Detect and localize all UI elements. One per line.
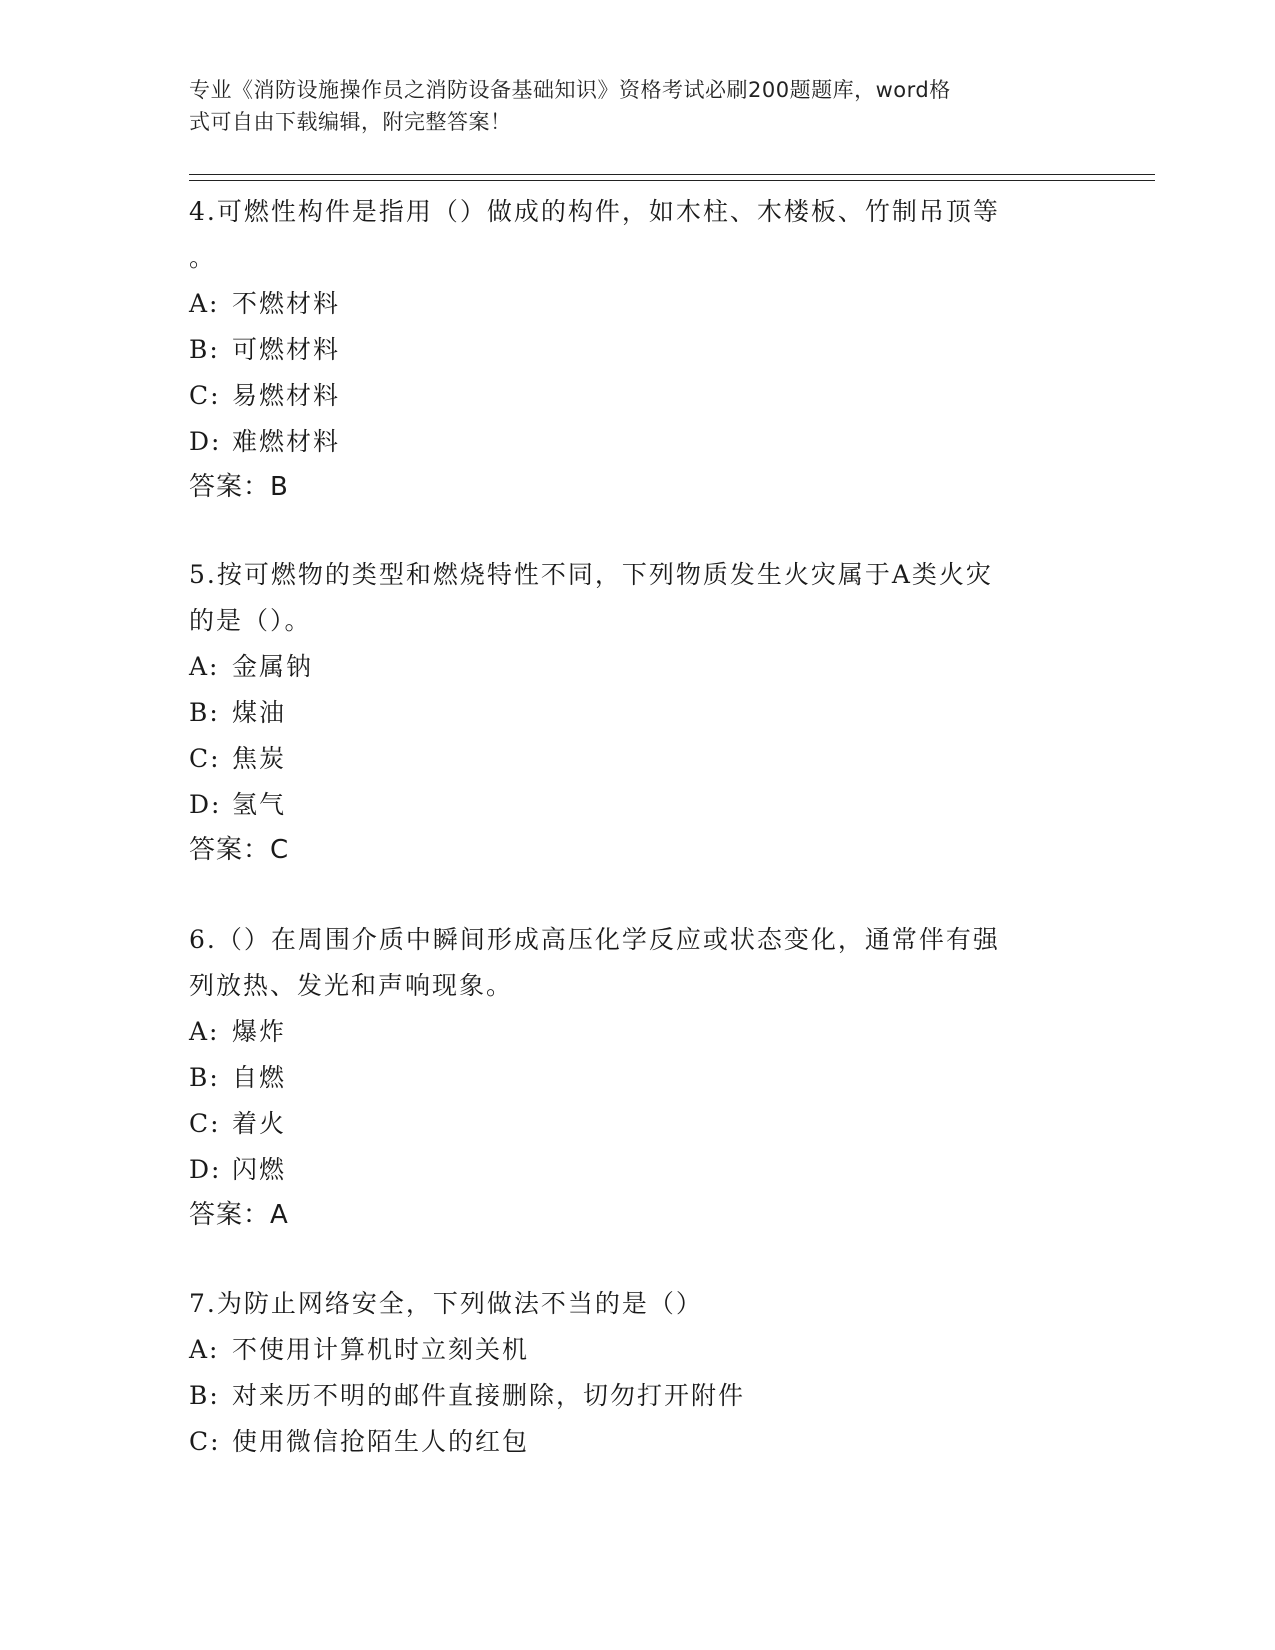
option-text: 金属钠 <box>232 652 314 681</box>
option-key: C: <box>189 381 221 410</box>
option-a <box>189 1327 1069 1373</box>
option-text: 爆炸 <box>232 1017 287 1046</box>
option-key: C: <box>189 744 221 773</box>
option-text: 对来历不明的邮件直接删除，切勿打开附件 <box>232 1381 746 1410</box>
option-text: 着火 <box>232 1109 287 1138</box>
header-line-2: 式可自由下载编辑，附完整答案！ <box>189 110 512 134</box>
option-key: B: <box>189 1063 220 1092</box>
option-a <box>189 281 1069 327</box>
option-c <box>189 736 1069 782</box>
question-stem: 4.可燃性构件是指用（）做成的构件，如木柱、木楼板、竹制吊顶等 <box>189 197 1000 226</box>
question-7 <box>189 1281 1069 1465</box>
option-a <box>189 1009 1069 1055</box>
option-text: 难燃材料 <box>232 427 341 456</box>
option-key: D: <box>189 427 222 456</box>
option-key: A: <box>189 289 220 318</box>
option-text: 不使用计算机时立刻关机 <box>232 1335 530 1364</box>
question-stem-continued: 列放热、发光和声响现象。 <box>189 971 514 1000</box>
question-stem: 6.（）在周围介质中瞬间形成高压化学反应或状态变化，通常伴有强 <box>189 925 1000 954</box>
option-a <box>189 644 1069 690</box>
answer: 答案：B <box>189 472 289 502</box>
option-b <box>189 690 1069 736</box>
option-text: 煤油 <box>232 698 287 727</box>
question-stem-continued: 。 <box>189 243 217 272</box>
option-key: D: <box>189 1155 222 1184</box>
question-6 <box>189 917 1069 1237</box>
option-key: C: <box>189 1427 221 1456</box>
header-line-1: 专业《消防设施操作员之消防设备基础知识》资格考试必刷200题题库，word格 <box>189 78 951 102</box>
option-key: A: <box>189 1017 220 1046</box>
option-text: 易燃材料 <box>232 381 341 410</box>
option-text: 自燃 <box>232 1063 287 1092</box>
header-divider-bottom <box>189 180 1155 181</box>
option-text: 不燃材料 <box>232 289 341 318</box>
answer: 答案：A <box>189 1200 289 1230</box>
header-divider-top <box>189 174 1155 175</box>
option-b <box>189 1373 1069 1419</box>
option-key: B: <box>189 698 220 727</box>
option-key: C: <box>189 1109 221 1138</box>
option-d <box>189 782 1069 828</box>
document-header <box>189 74 1069 138</box>
option-key: D: <box>189 790 222 819</box>
question-stem-continued: 的是（）。 <box>189 606 312 635</box>
option-c <box>189 1419 1069 1465</box>
question-stem: 5.按可燃物的类型和燃烧特性不同，下列物质发生火灾属于A类火灾 <box>189 560 993 589</box>
option-c <box>189 1101 1069 1147</box>
option-d <box>189 1147 1069 1193</box>
option-d <box>189 419 1069 465</box>
option-text: 焦炭 <box>232 744 287 773</box>
option-text: 闪燃 <box>232 1155 287 1184</box>
option-b <box>189 327 1069 373</box>
option-key: A: <box>189 1335 220 1364</box>
option-text: 可燃材料 <box>232 335 341 364</box>
option-b <box>189 1055 1069 1101</box>
option-key: B: <box>189 335 220 364</box>
option-key: A: <box>189 652 220 681</box>
question-4 <box>189 189 1069 509</box>
option-c <box>189 373 1069 419</box>
question-5 <box>189 552 1069 872</box>
answer: 答案：C <box>189 835 290 865</box>
option-text: 氢气 <box>232 790 287 819</box>
option-text: 使用微信抢陌生人的红包 <box>232 1427 530 1456</box>
option-key: B: <box>189 1381 220 1410</box>
question-stem: 7.为防止网络安全，下列做法不当的是（） <box>189 1289 703 1318</box>
